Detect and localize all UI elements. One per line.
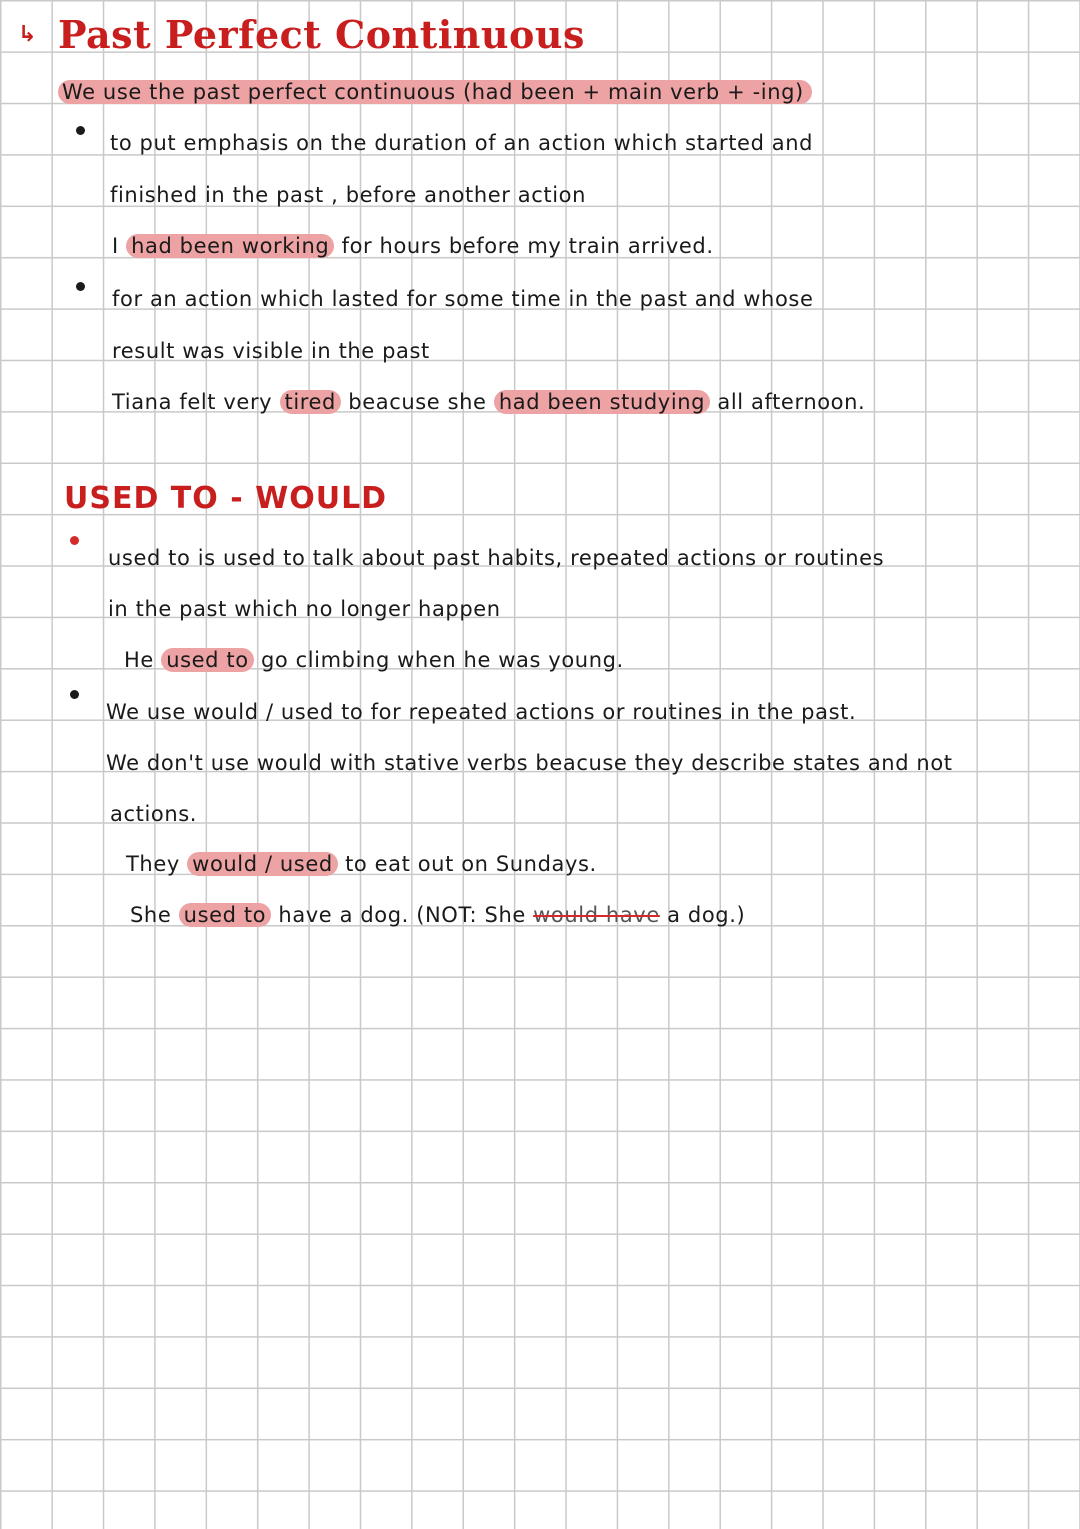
example-3-highlight: used to: [161, 648, 253, 672]
example-2-highlight-verb: had been studying: [494, 390, 710, 414]
example-5-start: She: [130, 903, 172, 927]
rule-1-line-2: finished in the past , before another action: [110, 183, 587, 207]
rule-3-line-1: used to is used to talk about past habits, repeated actions or routines: [108, 546, 885, 570]
example-2-start: Tiana felt very: [112, 390, 273, 414]
rule-4-line-1: We use would / used to for repeated actions or routines in the past.: [106, 700, 857, 724]
section-title-past-perfect-continuous: Past Perfect Continuous: [58, 12, 585, 57]
example-4-start: They: [126, 852, 180, 876]
rule-3-line-2: in the past which no longer happen: [108, 597, 501, 621]
bullet-icon: [70, 690, 79, 699]
example-3-end: go climbing when he was young.: [260, 648, 624, 672]
example-2-middle: beacuse she: [348, 390, 487, 414]
example-4-end: to eat out on Sundays.: [345, 852, 597, 876]
rule-2-line-1: for an action which lasted for some time in the past and whose: [112, 287, 814, 311]
rule-2-line-2: result was visible in the past: [112, 339, 430, 363]
intro-highlight: We use the past perfect continuous (had been + main verb + -ing): [58, 80, 812, 104]
section-title-used-to-would: USED TO - WOULD: [64, 481, 388, 516]
example-5-middle: have a dog. (NOT: She: [278, 903, 526, 927]
example-5-end: a dog.): [667, 903, 746, 927]
example-4: [126, 849, 597, 879]
bullet-icon: [76, 282, 85, 291]
rule-4-line-2: We don't use would with stative verbs beacuse they describe states and not: [106, 751, 953, 775]
example-3: [124, 645, 624, 675]
example-2-end: all afternoon.: [717, 390, 866, 414]
example-3-start: He: [124, 648, 154, 672]
intro-line: [58, 77, 812, 107]
example-2-highlight-tired: tired: [280, 390, 342, 414]
bullet-icon: [70, 536, 79, 545]
example-1-highlight: had been working: [126, 234, 334, 258]
example-4-highlight: would / used: [187, 852, 338, 876]
example-1-start: I: [112, 234, 119, 258]
rule-1-line-1: to put emphasis on the duration of an action which started and: [110, 131, 814, 155]
arrow-icon: ↳: [18, 22, 37, 47]
example-5-strikethrough: would have: [533, 903, 660, 927]
example-2: [112, 387, 865, 417]
example-1-end: for hours before my train arrived.: [341, 234, 714, 258]
rule-4-line-3: actions.: [110, 802, 198, 826]
example-1: [112, 231, 714, 261]
bullet-icon: [76, 126, 85, 135]
example-5: [130, 900, 745, 930]
example-5-highlight: used to: [179, 903, 271, 927]
